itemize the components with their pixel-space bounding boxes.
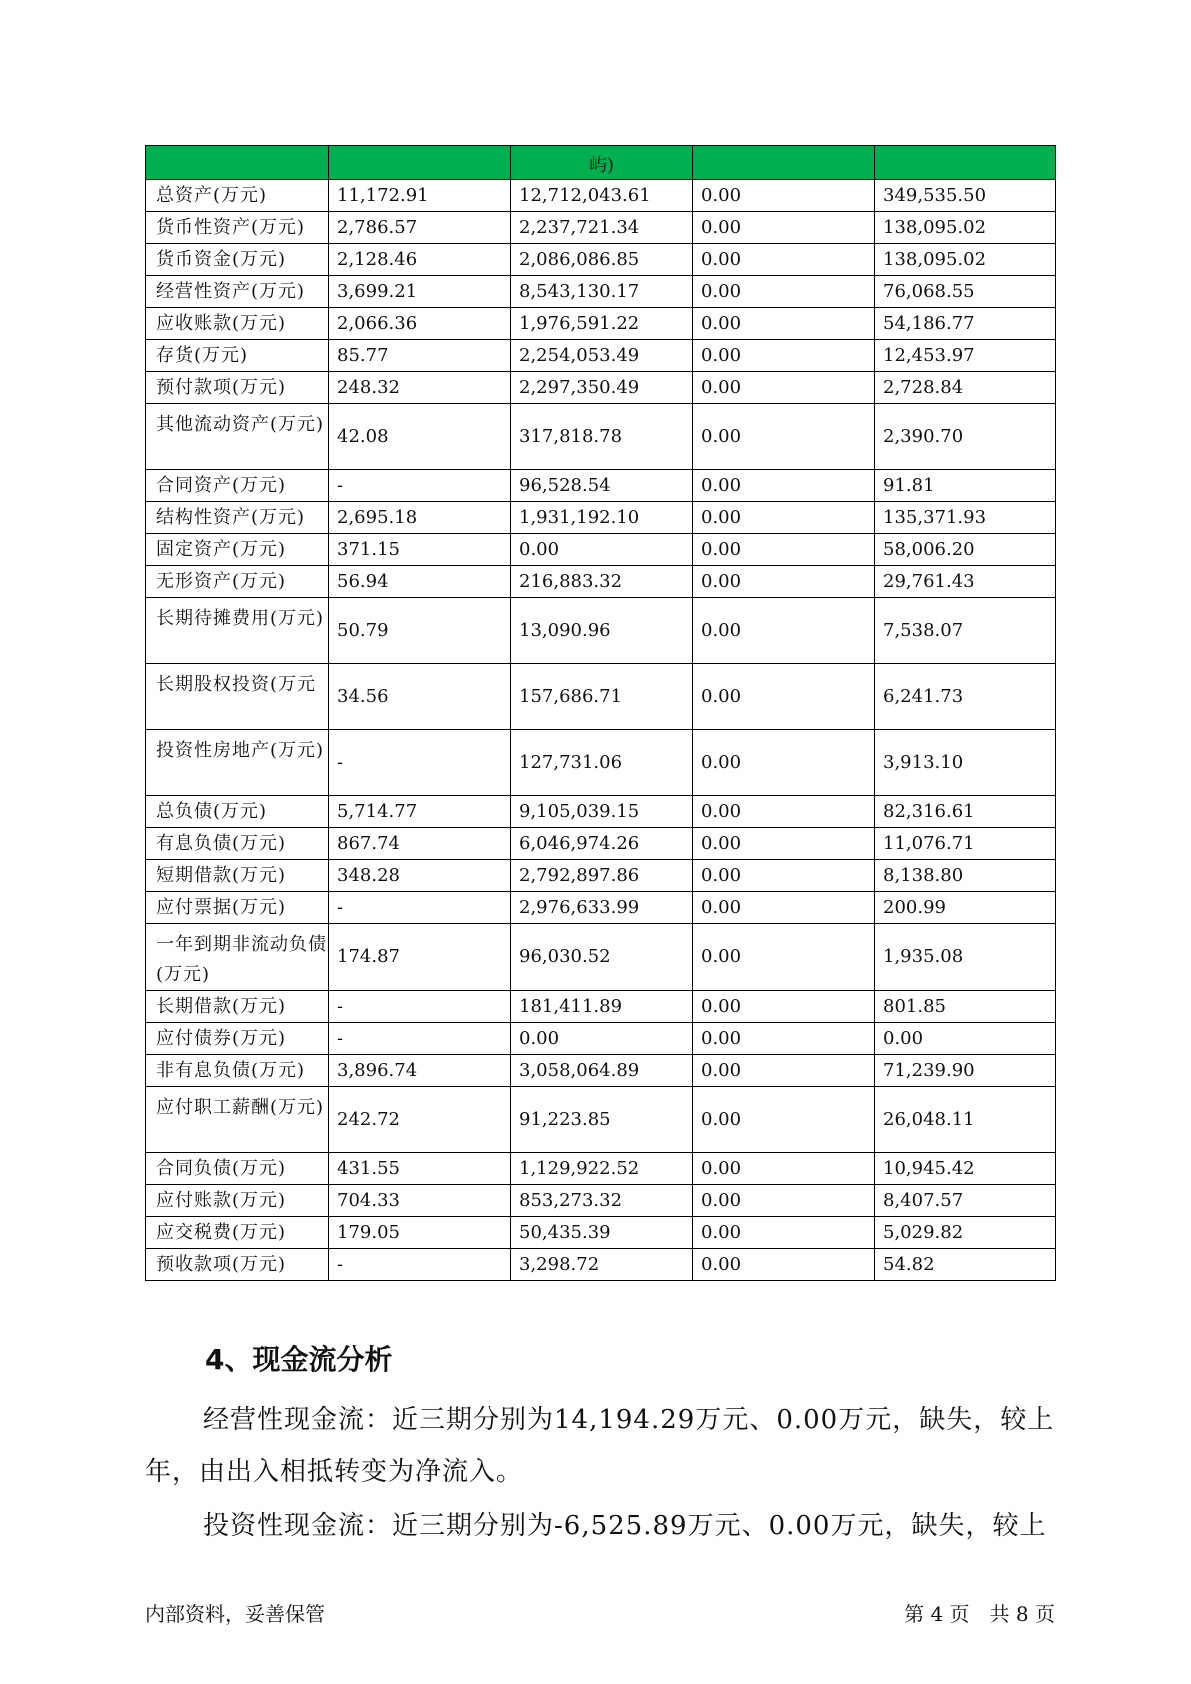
table-row <box>146 244 1056 276</box>
value-cell-3: 0.00 <box>693 1087 875 1153</box>
row-label-cell: 应付债券(万元) <box>146 1023 329 1055</box>
table-row <box>146 470 1056 502</box>
value-cell-4: 58,006.20 <box>875 534 1056 566</box>
value-cell-2: 96,528.54 <box>511 470 693 502</box>
value-cell-4: 54.82 <box>875 1249 1056 1281</box>
value-cell-1: 431.55 <box>329 1153 511 1185</box>
value-cell-1: 5,714.77 <box>329 796 511 828</box>
value-cell-3: 0.00 <box>693 470 875 502</box>
value-cell-2: 1,931,192.10 <box>511 502 693 534</box>
row-label-cell: 经营性资产(万元) <box>146 276 329 308</box>
row-label-cell: 投资性房地产(万元) <box>146 730 329 796</box>
table-header-row <box>146 146 1056 180</box>
table-row <box>146 566 1056 598</box>
value-cell-1: - <box>329 730 511 796</box>
value-cell-4: 71,239.90 <box>875 1055 1056 1087</box>
row-label-cell: 一年到期非流动负债(万元) <box>146 924 329 991</box>
value-cell-2: 181,411.89 <box>511 991 693 1023</box>
value-cell-4: 7,538.07 <box>875 598 1056 664</box>
paragraph-investing-cashflow: 投资性现金流：近三期分别为-6,525.89万元、0.00万元，缺失，较上 <box>203 1511 1047 1541</box>
value-cell-1: 2,066.36 <box>329 308 511 340</box>
table-row <box>146 372 1056 404</box>
value-cell-3: 0.00 <box>693 730 875 796</box>
value-cell-1: 704.33 <box>329 1185 511 1217</box>
value-cell-3: 0.00 <box>693 1153 875 1185</box>
value-cell-3: 0.00 <box>693 664 875 730</box>
value-cell-2: 9,105,039.15 <box>511 796 693 828</box>
value-cell-2: 96,030.52 <box>511 924 693 991</box>
table-row <box>146 1185 1056 1217</box>
row-label-cell: 固定资产(万元) <box>146 534 329 566</box>
value-cell-2: 317,818.78 <box>511 404 693 470</box>
row-label-cell: 应付票据(万元) <box>146 892 329 924</box>
value-cell-4: 54,186.77 <box>875 308 1056 340</box>
row-label-cell: 合同负债(万元) <box>146 1153 329 1185</box>
value-cell-1: 2,695.18 <box>329 502 511 534</box>
value-cell-3: 0.00 <box>693 892 875 924</box>
row-label-cell: 其他流动资产(万元) <box>146 404 329 470</box>
value-cell-1: 56.94 <box>329 566 511 598</box>
value-cell-3: 0.00 <box>693 1185 875 1217</box>
table-row <box>146 1087 1056 1153</box>
value-cell-4: 801.85 <box>875 991 1056 1023</box>
value-cell-4: 91.81 <box>875 470 1056 502</box>
value-cell-3: 0.00 <box>693 340 875 372</box>
header-cell <box>329 146 511 180</box>
table-row <box>146 1217 1056 1249</box>
value-cell-1: - <box>329 1023 511 1055</box>
table-row <box>146 404 1056 470</box>
financial-table <box>145 145 1056 1281</box>
value-cell-4: 349,535.50 <box>875 180 1056 212</box>
value-cell-1: 2,128.46 <box>329 244 511 276</box>
value-cell-4: 11,076.71 <box>875 828 1056 860</box>
row-label-cell: 长期借款(万元) <box>146 991 329 1023</box>
value-cell-4: 2,390.70 <box>875 404 1056 470</box>
row-label-cell: 合同资产(万元) <box>146 470 329 502</box>
row-label-cell: 应付职工薪酬(万元) <box>146 1087 329 1153</box>
table-body <box>146 180 1056 1281</box>
value-cell-2: 2,086,086.85 <box>511 244 693 276</box>
value-cell-4: 76,068.55 <box>875 276 1056 308</box>
value-cell-2: 0.00 <box>511 1023 693 1055</box>
value-cell-3: 0.00 <box>693 991 875 1023</box>
value-cell-1: 85.77 <box>329 340 511 372</box>
value-cell-1: 2,786.57 <box>329 212 511 244</box>
value-cell-4: 1,935.08 <box>875 924 1056 991</box>
value-cell-4: 26,048.11 <box>875 1087 1056 1153</box>
row-label-cell: 结构性资产(万元) <box>146 502 329 534</box>
header-cell <box>693 146 875 180</box>
value-cell-4: 0.00 <box>875 1023 1056 1055</box>
table-row <box>146 1023 1056 1055</box>
value-cell-1: 50.79 <box>329 598 511 664</box>
value-cell-4: 2,728.84 <box>875 372 1056 404</box>
value-cell-3: 0.00 <box>693 860 875 892</box>
value-cell-3: 0.00 <box>693 828 875 860</box>
value-cell-2: 0.00 <box>511 534 693 566</box>
table-row <box>146 991 1056 1023</box>
table-row <box>146 502 1056 534</box>
table-row <box>146 860 1056 892</box>
table-row <box>146 796 1056 828</box>
value-cell-1: 867.74 <box>329 828 511 860</box>
value-cell-4: 138,095.02 <box>875 212 1056 244</box>
footer-page-number: 第 4 页 共 8 页 <box>904 1602 1055 1626</box>
table-row <box>146 212 1056 244</box>
value-cell-3: 0.00 <box>693 276 875 308</box>
value-cell-4: 8,407.57 <box>875 1185 1056 1217</box>
row-label-cell: 货币资金(万元) <box>146 244 329 276</box>
value-cell-3: 0.00 <box>693 566 875 598</box>
table-row <box>146 730 1056 796</box>
table-row <box>146 828 1056 860</box>
value-cell-1: 179.05 <box>329 1217 511 1249</box>
row-label-cell: 无形资产(万元) <box>146 566 329 598</box>
value-cell-2: 2,297,350.49 <box>511 372 693 404</box>
row-label-cell: 短期借款(万元) <box>146 860 329 892</box>
table-row <box>146 924 1056 991</box>
value-cell-3: 0.00 <box>693 796 875 828</box>
value-cell-1: - <box>329 892 511 924</box>
value-cell-2: 2,976,633.99 <box>511 892 693 924</box>
row-label-cell: 货币性资产(万元) <box>146 212 329 244</box>
value-cell-4: 29,761.43 <box>875 566 1056 598</box>
value-cell-4: 10,945.42 <box>875 1153 1056 1185</box>
table-row <box>146 892 1056 924</box>
value-cell-2: 50,435.39 <box>511 1217 693 1249</box>
value-cell-2: 12,712,043.61 <box>511 180 693 212</box>
value-cell-3: 0.00 <box>693 180 875 212</box>
value-cell-1: 11,172.91 <box>329 180 511 212</box>
value-cell-2: 2,254,053.49 <box>511 340 693 372</box>
row-label-cell: 应收账款(万元) <box>146 308 329 340</box>
table-row <box>146 664 1056 730</box>
value-cell-4: 135,371.93 <box>875 502 1056 534</box>
value-cell-1: 248.32 <box>329 372 511 404</box>
footer-confidential-note: 内部资料，妥善保管 <box>145 1602 325 1626</box>
value-cell-4: 6,241.73 <box>875 664 1056 730</box>
row-label-cell: 非有息负债(万元) <box>146 1055 329 1087</box>
value-cell-3: 0.00 <box>693 502 875 534</box>
value-cell-3: 0.00 <box>693 1217 875 1249</box>
value-cell-3: 0.00 <box>693 534 875 566</box>
section-heading: 4、现金流分析 <box>205 1343 393 1376</box>
value-cell-1: - <box>329 470 511 502</box>
value-cell-3: 0.00 <box>693 1055 875 1087</box>
table-row <box>146 598 1056 664</box>
row-label-cell: 应付账款(万元) <box>146 1185 329 1217</box>
value-cell-3: 0.00 <box>693 212 875 244</box>
table-row <box>146 1153 1056 1185</box>
row-label-cell: 总资产(万元) <box>146 180 329 212</box>
table-row <box>146 534 1056 566</box>
table-row <box>146 308 1056 340</box>
value-cell-3: 0.00 <box>693 404 875 470</box>
value-cell-1: 3,699.21 <box>329 276 511 308</box>
header-cell <box>146 146 329 180</box>
value-cell-1: 174.87 <box>329 924 511 991</box>
value-cell-3: 0.00 <box>693 924 875 991</box>
value-cell-3: 0.00 <box>693 1249 875 1281</box>
value-cell-4: 82,316.61 <box>875 796 1056 828</box>
header-cell: 屿) <box>511 146 693 180</box>
value-cell-2: 853,273.32 <box>511 1185 693 1217</box>
value-cell-1: 3,896.74 <box>329 1055 511 1087</box>
value-cell-2: 2,237,721.34 <box>511 212 693 244</box>
value-cell-2: 1,976,591.22 <box>511 308 693 340</box>
value-cell-4: 12,453.97 <box>875 340 1056 372</box>
row-label-cell: 预付款项(万元) <box>146 372 329 404</box>
value-cell-4: 3,913.10 <box>875 730 1056 796</box>
value-cell-1: 348.28 <box>329 860 511 892</box>
table-row <box>146 180 1056 212</box>
value-cell-3: 0.00 <box>693 1023 875 1055</box>
value-cell-1: 34.56 <box>329 664 511 730</box>
value-cell-1: 242.72 <box>329 1087 511 1153</box>
value-cell-4: 8,138.80 <box>875 860 1056 892</box>
table-row <box>146 340 1056 372</box>
header-cell <box>875 146 1056 180</box>
value-cell-2: 3,058,064.89 <box>511 1055 693 1087</box>
value-cell-2: 2,792,897.86 <box>511 860 693 892</box>
row-label-cell: 有息负债(万元) <box>146 828 329 860</box>
row-label-cell: 预收款项(万元) <box>146 1249 329 1281</box>
value-cell-1: - <box>329 991 511 1023</box>
value-cell-1: - <box>329 1249 511 1281</box>
value-cell-4: 200.99 <box>875 892 1056 924</box>
value-cell-4: 138,095.02 <box>875 244 1056 276</box>
value-cell-4: 5,029.82 <box>875 1217 1056 1249</box>
value-cell-2: 8,543,130.17 <box>511 276 693 308</box>
value-cell-2: 157,686.71 <box>511 664 693 730</box>
value-cell-2: 13,090.96 <box>511 598 693 664</box>
value-cell-2: 1,129,922.52 <box>511 1153 693 1185</box>
table-row <box>146 1249 1056 1281</box>
value-cell-1: 42.08 <box>329 404 511 470</box>
value-cell-2: 91,223.85 <box>511 1087 693 1153</box>
row-label-cell: 长期股权投资(万元 <box>146 664 329 730</box>
value-cell-3: 0.00 <box>693 372 875 404</box>
value-cell-2: 127,731.06 <box>511 730 693 796</box>
row-label-cell: 存货(万元) <box>146 340 329 372</box>
value-cell-2: 3,298.72 <box>511 1249 693 1281</box>
value-cell-3: 0.00 <box>693 244 875 276</box>
value-cell-2: 6,046,974.26 <box>511 828 693 860</box>
table-row <box>146 276 1056 308</box>
value-cell-3: 0.00 <box>693 598 875 664</box>
value-cell-1: 371.15 <box>329 534 511 566</box>
table-row <box>146 1055 1056 1087</box>
paragraph-operating-cashflow: 经营性现金流：近三期分别为14,194.29万元、0.00万元，缺失，较上年，由出入相抵转变为净流入。 <box>145 1405 1055 1487</box>
value-cell-3: 0.00 <box>693 308 875 340</box>
value-cell-2: 216,883.32 <box>511 566 693 598</box>
row-label-cell: 应交税费(万元) <box>146 1217 329 1249</box>
row-label-cell: 总负债(万元) <box>146 796 329 828</box>
row-label-cell: 长期待摊费用(万元) <box>146 598 329 664</box>
